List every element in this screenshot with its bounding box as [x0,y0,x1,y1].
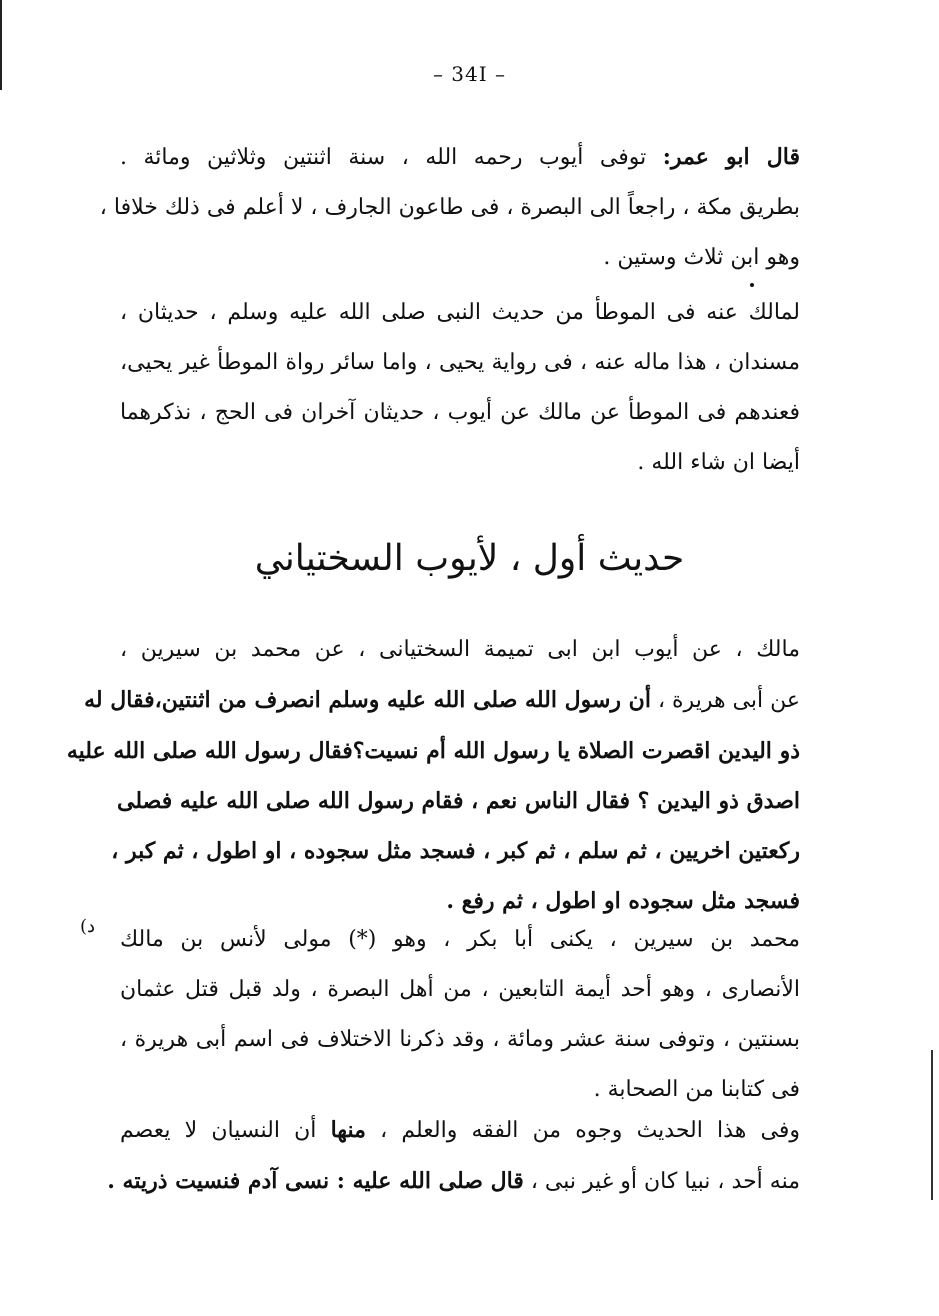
line-text: وفى هذا الحديث وجوه من الفقه والعلم ، [380,1118,800,1143]
line-text: توفى أيوب رحمه الله ، سنة اثنتين وثلاثين ومائة . [120,145,647,170]
paragraph-line: بطريق مكة ، راجعاً الى البصرة ، فى طاعون الجارف ، لا أعلم فى ذلك خلافا ، [99,195,800,220]
paragraph-line: بسنتين ، وتوفى سنة عشر ومائة ، وقد ذكرنا الاختلاف فى اسم أبى هريرة ، [120,1027,800,1052]
paragraph-line: لمالك عنه فى الموطأ من حديث النبى صلى الله عليه وسلم ، حديثان ، [120,300,800,325]
emphasis-word: منها [330,1117,366,1143]
paragraph-line [84,675,800,726]
paragraph-line: فعندهم فى الموطأ عن مالك عن أيوب ، حديثان آخران فى الحج ، نذكرهما [120,400,800,425]
section-heading: حديث أول ، لأيوب السختياني [254,538,685,579]
line-text: أن النسيان لا يعصم [120,1118,317,1143]
paragraph-line: محمد بن سيرين ، يكنى أبا بكر ، وهو (*) مولى لأنس بن مالك [120,927,800,952]
paragraph-line: ذو اليدين اقصرت الصلاة يا رسول الله أم نسيت؟فقال رسول الله صلى الله عليه [66,738,800,764]
paragraph-line: فى كتابنا من الصحابة . [593,1077,800,1102]
paragraph-line: اصدق ذو اليدين ؟ فقال الناس نعم ، فقام رسول الله صلى الله عليه فصلى [117,788,800,814]
paragraph-muwatta-hadiths [120,288,800,488]
speaker-label: قال ابو عمر: [662,144,800,170]
paragraph-line: وهو ابن ثلاث وستين . [603,245,800,270]
page-number: – 34I – [432,62,507,86]
scan-edge-right [931,1050,933,1200]
paragraph-fiqh-notes [107,1105,800,1207]
paragraph-line: فسجد مثل سجوده او اطول ، ثم رفع . [446,888,800,914]
margin-note: (د [80,916,96,937]
paragraph-line: أيضا ان شاء الله . [637,450,800,475]
paragraph-line: مسندان ، هذا ماله عنه ، فى رواية يحيى ، واما سائر رواة الموطأ غير يحيى، [120,350,800,375]
paragraph-line [120,132,800,183]
paragraph-line: ركعتين اخريين ، ثم سلم ، ثم كبر ، فسجد مثل سجوده ، او اطول ، ثم كبر ، [111,838,800,864]
hadith-text-bold: أن رسول الله صلى الله عليه وسلم انصرف من اثنتين،فقال له [84,687,651,713]
paragraph-line [107,1156,800,1207]
paragraph-line: الأنصارى ، وهو أحد أيمة التابعين ، من أهل البصرة ، ولد قبل قتل عثمان [120,977,800,1002]
line-text: عن أبى هريرة ، [657,688,800,713]
paragraph-line: مالك ، عن أيوب ابن ابى تميمة السختيانى ، عن محمد بن سيرين ، [120,637,800,662]
paragraph-ibn-sirin [120,915,800,1115]
paragraph-line [120,1105,800,1156]
paragraph-hadith-text [66,625,800,926]
paragraph-death-of-ayyub [99,132,800,283]
quote-bold: قال صلى الله عليه : نسى آدم فنسيت ذريته . [107,1168,524,1194]
scan-speck [750,283,754,287]
line-text: منه أحد ، نبيا كان أو غير نبى ، [530,1169,800,1194]
